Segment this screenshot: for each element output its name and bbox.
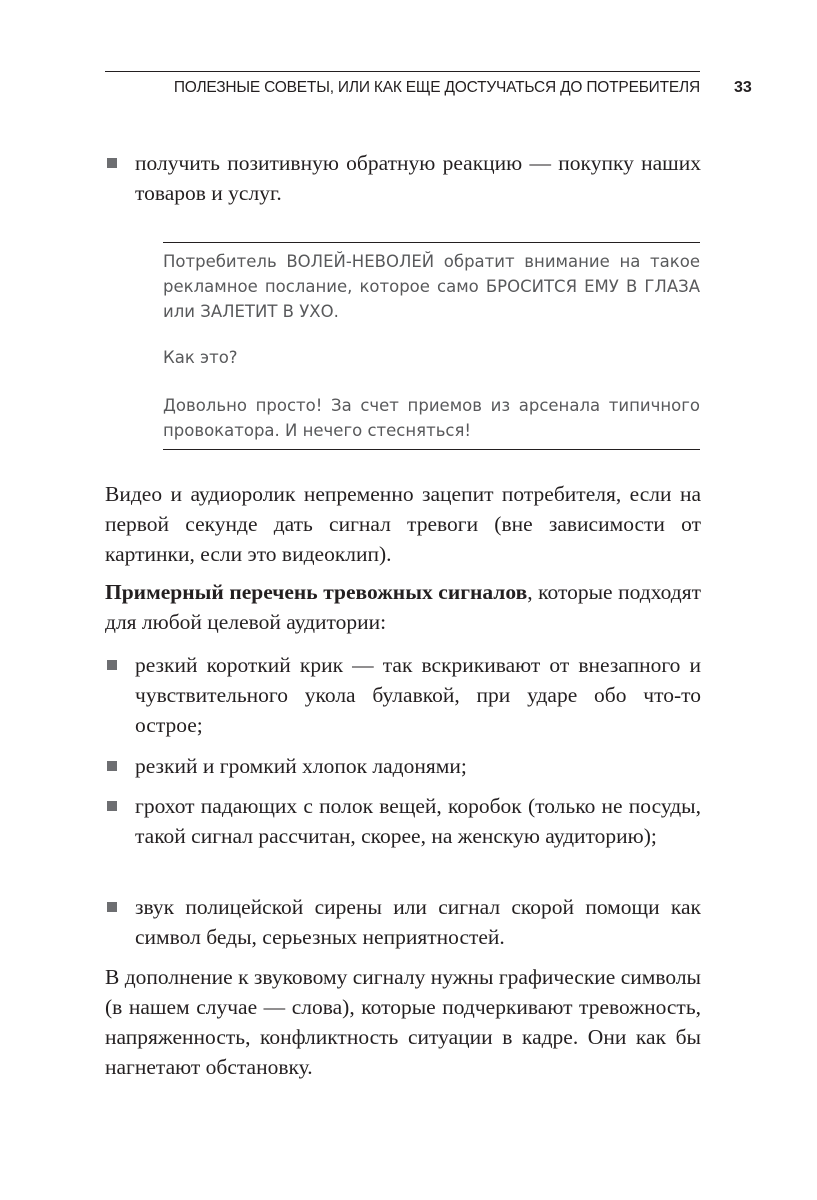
list-item-text: звук полицейской сирены или сигнал скорой помощи как символ беды, серьезных неприятностей. [135,895,701,949]
list-item [105,751,701,781]
page-number: 33 [734,79,752,96]
header-rule [105,71,700,72]
square-bullet-icon [107,660,117,670]
square-bullet-icon [107,902,117,912]
list-item-text: резкий и громкий хлопок ладонями; [135,754,467,778]
square-bullet-icon [107,158,117,168]
body-paragraph: В дополнение к звуковому сигналу нужны графические символы (в нашем случае — слова), которые подчеркивают тревожность, напряженность, конфликтность ситуации в кадре. Они как бы нагнетают обстановку. [105,965,702,1079]
callout-top-rule [163,242,700,243]
list-item-text: резкий короткий крик — так вскрикивают от внезапного и чувствительного укола булавкой, при ударе обо что-то острое; [135,653,701,737]
callout-paragraph: Потребитель ВОЛЕЙ-НЕВОЛЕЙ обратит внимание на такое рекламное послание, которое само БРОСИТСЯ ЕМУ В ГЛАЗА или ЗАЛЕТИТ В УХО. [163,252,700,321]
running-header-title: ПОЛЕЗНЫЕ СОВЕТЫ, ИЛИ КАК ЕЩЕ ДОСТУЧАТЬСЯ ДО ПОТРЕБИТЕЛЯ [173,79,700,96]
bold-lead-text: Примерный перечень тревожных сигналов [105,580,528,604]
list-item [105,791,701,851]
list-item-text: грохот падающих с полок вещей, коробок (только не посуды, такой сигнал рассчитан, скорее, на женскую аудиторию); [135,794,701,848]
square-bullet-icon [107,801,117,811]
body-paragraph: Видео и аудиоролик непременно зацепит потребителя, если на первой секунде дать сигнал тревоги (вне зависимости от картинки, если это видеоклип). [105,482,701,566]
callout-bottom-rule [163,449,700,450]
square-bullet-icon [107,761,117,771]
callout-paragraph: Довольно просто! За счет приемов из арсенала типичного провокатора. И нечего стесняться! [163,396,700,440]
list-item [105,650,701,740]
callout-question: Как это? [163,348,238,367]
list-item-text: получить позитивную обратную реакцию — покупку наших товаров и услуг. [135,151,701,205]
paragraph-text: , которые подходят для любой целевой аудитории: [105,580,701,634]
list-item [105,148,701,208]
list-item [105,892,701,952]
body-paragraph [105,577,701,637]
